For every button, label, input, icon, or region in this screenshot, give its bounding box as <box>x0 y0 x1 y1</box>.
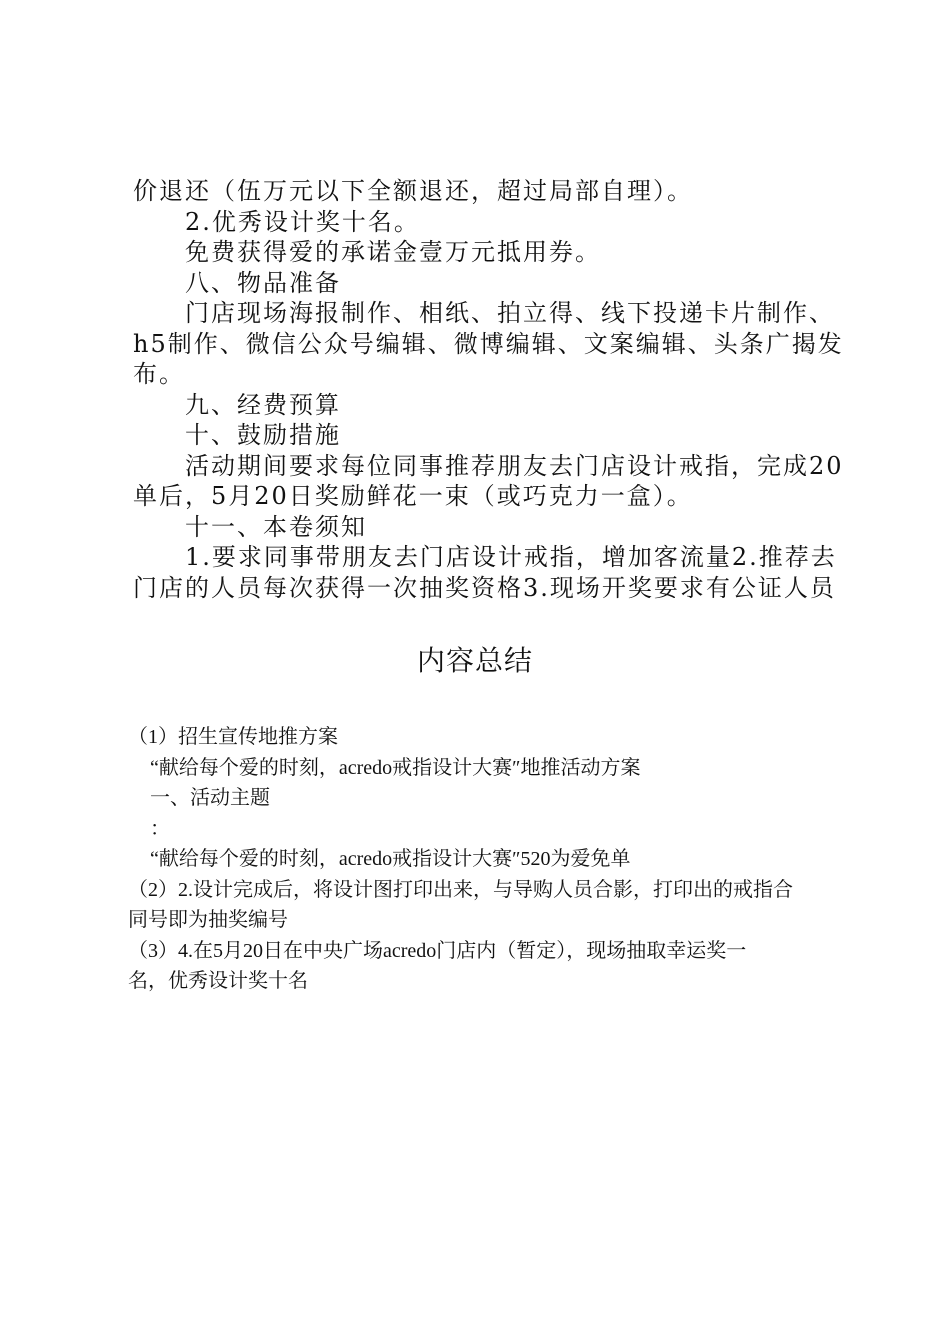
summary-line: 一、活动主题 <box>150 787 270 809</box>
body-line: 价退还（伍万元以下全额退还，超过局部自理）。 <box>133 177 693 205</box>
summary-line: “献给每个爱的时刻，acredo戒指设计大赛″520为爱免单 <box>150 848 631 870</box>
summary-line: ： <box>150 817 170 840</box>
summary-title: 内容总结 <box>416 644 533 677</box>
body-line: 免费获得爱的承诺金壹万元抵用券。 <box>185 238 601 266</box>
body-line: 活动期间要求每位同事推荐朋友去门店设计戒指，完成20 <box>185 451 844 480</box>
document-body <box>133 176 844 603</box>
summary-line: （1）招生宣传地推方案 <box>128 726 338 748</box>
summary-line: （3）4.在5月20日在中央广场acredo门店内（暂定），现场抽取幸运奖一 <box>128 939 747 962</box>
body-line: 门店的人员每次获得一次抽奖资格3.现场开奖要求有公证人员 <box>133 573 836 602</box>
section-heading: 十一、本卷须知 <box>185 512 367 541</box>
summary-line: “献给每个爱的时刻，acredo戒指设计大赛″地推活动方案 <box>150 756 641 779</box>
section-heading: 十、鼓励措施 <box>185 421 341 449</box>
body-line: 1.要求同事带朋友去门店设计戒指，增加客流量2.推荐去 <box>185 543 837 571</box>
body-line: h5制作、微信公众号编辑、微博编辑、文案编辑、头条广揭发 <box>133 329 844 358</box>
body-line: 门店现场海报制作、相纸、拍立得、线下投递卡片制作、 <box>185 299 835 327</box>
section-heading: 九、经费预算 <box>185 390 341 419</box>
body-line: 2.优秀设计奖十名。 <box>185 207 420 236</box>
summary-line: （2）2.设计完成后，将设计图打印出来，与导购人员合影，打印出的戒指合 <box>128 878 793 901</box>
body-line: 布。 <box>133 360 185 388</box>
section-heading: 八、物品准备 <box>185 268 341 297</box>
summary-line: 同号即为抽奖编号 <box>128 909 288 931</box>
summary-section <box>128 722 828 997</box>
summary-line: 名，优秀设计奖十名 <box>128 970 308 992</box>
body-line: 单后，5月20日奖励鲜花一束（或巧克力一盒）。 <box>133 482 693 510</box>
